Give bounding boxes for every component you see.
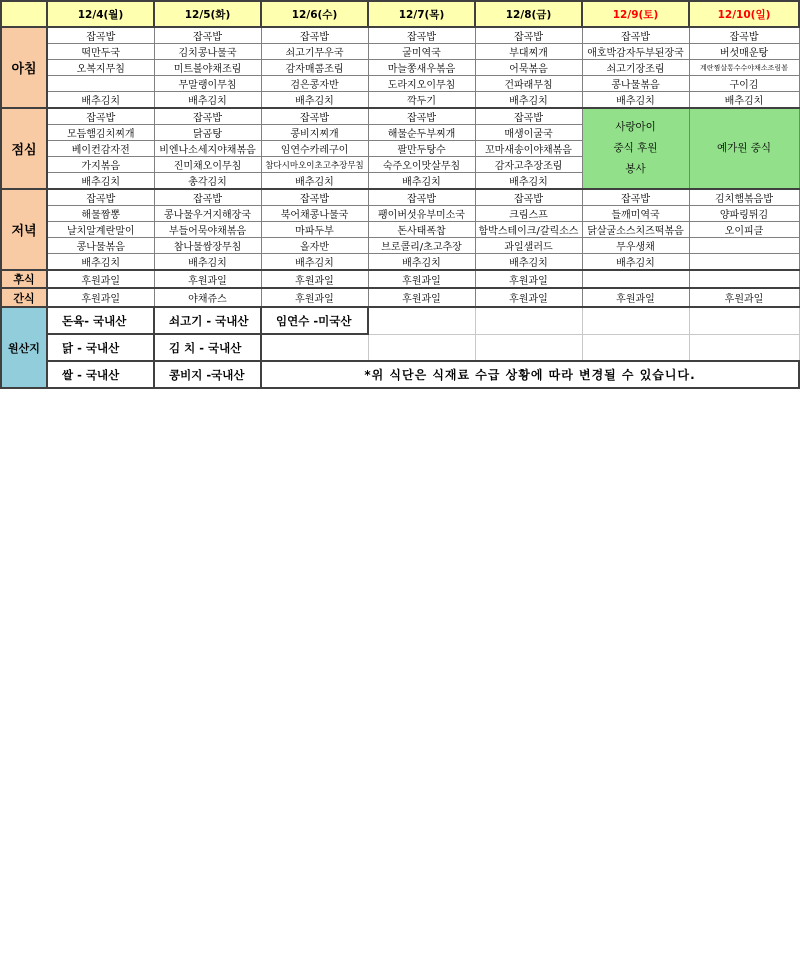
- menu-cell: 잡곡밥: [47, 108, 154, 125]
- header-row: [1, 1, 799, 27]
- menu-cell: 크림스프: [475, 206, 582, 222]
- menu-cell: 해물순두부찌개: [368, 125, 475, 141]
- origin-item: 쇠고기 - 국내산: [154, 307, 261, 334]
- menu-cell: [689, 270, 799, 288]
- menu-cell: [689, 238, 799, 254]
- corner-cell: [1, 1, 47, 27]
- menu-cell: 잡곡밥: [582, 27, 689, 44]
- menu-cell: 잡곡밥: [47, 27, 154, 44]
- volunteer-line: 예가원 중식: [716, 142, 772, 154]
- menu-cell: 쇠고기장조림: [582, 60, 689, 76]
- menu-cell: 오이피클: [689, 222, 799, 238]
- menu-cell: 콩나물볶음: [47, 238, 154, 254]
- menu-cell: [582, 270, 689, 288]
- day-header: 12/4(월): [47, 1, 154, 27]
- menu-cell: 팽이버섯유부미소국: [368, 206, 475, 222]
- menu-cell: 배추김치: [368, 173, 475, 190]
- menu-cell: 잡곡밥: [368, 27, 475, 44]
- menu-cell: 오복지무침: [47, 60, 154, 76]
- origin-item: 닭 - 국내산: [47, 334, 154, 361]
- menu-cell: 날치알계란말이: [47, 222, 154, 238]
- menu-cell: 잡곡밥: [154, 27, 261, 44]
- menu-cell: 닭곰탕: [154, 125, 261, 141]
- menu-cell: 후원과일: [261, 288, 368, 307]
- empty-cell: [582, 307, 689, 334]
- empty-cell: [368, 307, 475, 334]
- menu-cell: 후원과일: [261, 270, 368, 288]
- volunteer-line: 사랑아이: [615, 121, 656, 133]
- menu-cell: 닭살굴소스치즈떡볶음: [582, 222, 689, 238]
- menu-cell: 버섯매운탕: [689, 44, 799, 60]
- menu-cell: 잡곡밥: [368, 108, 475, 125]
- menu-cell: 부대찌개: [475, 44, 582, 60]
- menu-cell: 후원과일: [475, 288, 582, 307]
- menu-cell: 구이김: [689, 76, 799, 92]
- menu-cell: 잡곡밥: [475, 27, 582, 44]
- menu-cell: 검은콩자반: [261, 76, 368, 92]
- menu-cell: 야채쥬스: [154, 288, 261, 307]
- menu-cell: 돈사태폭찹: [368, 222, 475, 238]
- menu-cell: 후원과일: [368, 288, 475, 307]
- day-header: 12/5(화): [154, 1, 261, 27]
- menu-cell: 부들어묵야채볶음: [154, 222, 261, 238]
- origin-label: 원산지: [1, 307, 47, 388]
- menu-cell: 애호박감자두부된장국: [582, 44, 689, 60]
- origin-item: 임연수 -미국산: [261, 307, 368, 334]
- menu-cell: 감자매콤조림: [261, 60, 368, 76]
- volunteer-line: 중식 후원: [613, 142, 658, 154]
- menu-cell: 임연수카레구이: [261, 141, 368, 157]
- menu-cell: 잡곡밥: [154, 108, 261, 125]
- yegawon-lunch-cell: [689, 108, 799, 189]
- day-header-weekend: 12/9(토): [582, 1, 689, 27]
- notice-text: *위 식단은 식재료 수급 상황에 따라 변경될 수 있습니다.: [261, 361, 799, 388]
- volunteer-line: 봉사: [625, 163, 646, 175]
- menu-cell: 계란찜살통수수야채소조림볼: [689, 60, 799, 76]
- menu-cell: 참다시마오이초고추장무침: [261, 157, 368, 173]
- menu-cell: 배추김치: [582, 92, 689, 109]
- day-header: 12/6(수): [261, 1, 368, 27]
- menu-cell: 콩나물볶음: [582, 76, 689, 92]
- menu-cell: 잡곡밥: [47, 189, 154, 206]
- menu-cell: 잡곡밥: [582, 189, 689, 206]
- menu-cell: 잡곡밥: [475, 108, 582, 125]
- menu-cell: 잡곡밥: [689, 27, 799, 44]
- menu-cell: 후원과일: [475, 270, 582, 288]
- menu-cell: 잡곡밥: [261, 108, 368, 125]
- menu-cell: 팔만두탕수: [368, 141, 475, 157]
- volunteer-lunch-cell: [582, 108, 689, 189]
- menu-cell: 굴미역국: [368, 44, 475, 60]
- menu-cell: 배추김치: [475, 173, 582, 190]
- day-header: 12/7(목): [368, 1, 475, 27]
- menu-cell: 잡곡밥: [368, 189, 475, 206]
- menu-cell: 배추김치: [475, 92, 582, 109]
- menu-cell: 해물짬뽕: [47, 206, 154, 222]
- menu-cell: 후원과일: [368, 270, 475, 288]
- menu-cell: 총각김치: [154, 173, 261, 190]
- origin-item: 돈육- 국내산: [47, 307, 154, 334]
- menu-cell: 도라지오이무침: [368, 76, 475, 92]
- menu-cell: 함박스테이크/갈릭소스: [475, 222, 582, 238]
- menu-cell: 숙주오이맛살무침: [368, 157, 475, 173]
- menu-cell: 진미채오이무침: [154, 157, 261, 173]
- menu-cell: [689, 254, 799, 271]
- menu-cell: 잡곡밥: [261, 27, 368, 44]
- menu-cell: 배추김치: [154, 254, 261, 271]
- menu-cell: 후원과일: [47, 288, 154, 307]
- meal-label-dinner: 저녁: [1, 189, 47, 270]
- menu-cell: 감자고추장조림: [475, 157, 582, 173]
- menu-cell: 잡곡밥: [261, 189, 368, 206]
- menu-cell: 배추김치: [689, 92, 799, 109]
- menu-cell: 양파링튀김: [689, 206, 799, 222]
- menu-cell: 배추김치: [582, 254, 689, 271]
- menu-cell: 마늘쫑새우볶음: [368, 60, 475, 76]
- menu-cell: 어묵볶음: [475, 60, 582, 76]
- meal-label-lunch: 점심: [1, 108, 47, 189]
- menu-cell: 무우생채: [582, 238, 689, 254]
- menu-cell: 베이컨감자전: [47, 141, 154, 157]
- origin-item: 쌀 - 국내산: [47, 361, 154, 388]
- menu-cell: [47, 76, 154, 92]
- day-header: 12/8(금): [475, 1, 582, 27]
- empty-cell: [261, 334, 368, 361]
- menu-cell: 건파래무침: [475, 76, 582, 92]
- menu-cell: 배추김치: [47, 254, 154, 271]
- menu-cell: 북어채콩나물국: [261, 206, 368, 222]
- menu-cell: 마파두부: [261, 222, 368, 238]
- menu-cell: 후원과일: [47, 270, 154, 288]
- origin-item: 콩비지 -국내산: [154, 361, 261, 388]
- menu-cell: 무말랭이무침: [154, 76, 261, 92]
- empty-cell: [689, 334, 799, 361]
- origin-item: 김 치 - 국내산: [154, 334, 261, 361]
- menu-cell: 꼬마새송이야채볶음: [475, 141, 582, 157]
- meal-label-late: 후식: [1, 270, 47, 288]
- menu-cell: 쇠고기무우국: [261, 44, 368, 60]
- empty-cell: [582, 334, 689, 361]
- menu-cell: 깍두기: [368, 92, 475, 109]
- menu-cell: 비엔나소세지야채볶음: [154, 141, 261, 157]
- menu-cell: 참나물쌈장무침: [154, 238, 261, 254]
- menu-cell: 올자반: [261, 238, 368, 254]
- menu-cell: 배추김치: [47, 92, 154, 109]
- menu-cell: 잡곡밥: [475, 189, 582, 206]
- empty-cell: [689, 307, 799, 334]
- menu-cell: 과일샐러드: [475, 238, 582, 254]
- menu-cell: 후원과일: [582, 288, 689, 307]
- meal-label-snack: 간식: [1, 288, 47, 307]
- menu-cell: 콩비지찌개: [261, 125, 368, 141]
- meal-plan-table: [0, 0, 800, 389]
- menu-cell: 후원과일: [689, 288, 799, 307]
- menu-cell: 들깨미역국: [582, 206, 689, 222]
- menu-cell: 김치콩나물국: [154, 44, 261, 60]
- menu-cell: 배추김치: [47, 173, 154, 190]
- empty-cell: [475, 334, 582, 361]
- menu-cell: 배추김치: [261, 173, 368, 190]
- meal-label-breakfast: 아침: [1, 27, 47, 108]
- menu-cell: 후원과일: [154, 270, 261, 288]
- day-header-weekend: 12/10(일): [689, 1, 799, 27]
- menu-cell: 떡만두국: [47, 44, 154, 60]
- menu-cell: 모듬햄김치찌개: [47, 125, 154, 141]
- menu-cell: 배추김치: [261, 92, 368, 109]
- menu-cell: 배추김치: [154, 92, 261, 109]
- menu-cell: 브로콜리/초고추장: [368, 238, 475, 254]
- menu-cell: 배추김치: [261, 254, 368, 271]
- empty-cell: [475, 307, 582, 334]
- menu-cell: 배추김치: [368, 254, 475, 271]
- menu-cell: 매생이굴국: [475, 125, 582, 141]
- menu-cell: 배추김치: [475, 254, 582, 271]
- menu-cell: 잡곡밥: [154, 189, 261, 206]
- menu-cell: 미트볼야채조림: [154, 60, 261, 76]
- menu-cell: 콩나물우거지해장국: [154, 206, 261, 222]
- empty-cell: [368, 334, 475, 361]
- menu-cell: 가지볶음: [47, 157, 154, 173]
- menu-cell: 김치햄볶음밥: [689, 189, 799, 206]
